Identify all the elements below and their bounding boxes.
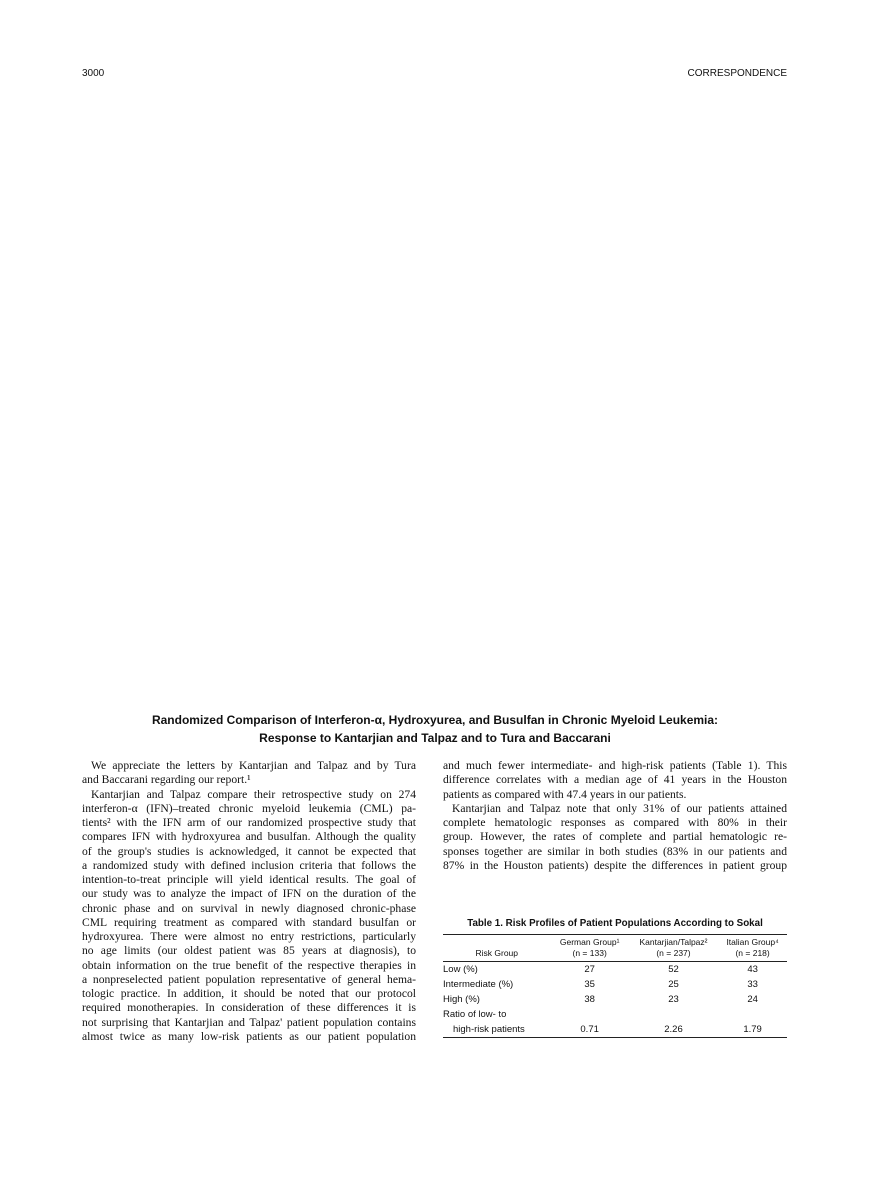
title-line-2: Response to Kantarjian and Talpaz and to Tura and Baccarani <box>259 731 611 745</box>
table-1 <box>443 918 787 1038</box>
left-column <box>82 759 416 1044</box>
cell-value: 23 <box>668 993 679 1005</box>
cell-value: 35 <box>584 978 595 990</box>
text-line: chronic phase and on survival in newly diagnosed chronic-phase <box>82 901 416 915</box>
text-line: group. However, the rates of complete and partial hematologic re- <box>443 830 787 844</box>
header-n: (n = 133) <box>572 948 607 958</box>
text-line: required monotherapies. In consideration of these differences it is <box>82 1001 416 1015</box>
cell-value: 27 <box>584 963 595 975</box>
text-line: our study was to analyze the impact of IFN on the duration of the <box>82 887 416 901</box>
row-label: Intermediate (%) <box>443 978 514 990</box>
text-line: hydroxyurea. There were almost no entry restrictions, particularly <box>82 930 416 943</box>
text-line: intention-to-treat principle will yield identical results. The goal of <box>82 873 416 886</box>
column-header <box>629 935 718 962</box>
risk-table <box>443 934 787 1038</box>
text-line: patients as compared with 47.4 years in our patients. <box>443 787 687 801</box>
column-header <box>551 935 629 962</box>
cell-value <box>629 1007 718 1022</box>
cell-value: 1.79 <box>743 1023 762 1035</box>
header-name: Kantarjian/Talpaz² <box>639 937 708 947</box>
cell-value: 33 <box>747 978 758 990</box>
text-line: no age limits (our oldest patient was 85 years at diagnosis), to <box>82 944 416 958</box>
text-line: of the group's studies is acknowledged, it cannot be expected that <box>82 844 416 858</box>
cell-value: 43 <box>747 963 758 975</box>
text-line: tients² with the IFN arm of our randomized prospective study that <box>82 816 416 829</box>
table-row <box>443 962 787 978</box>
text-line: obtain information on the true benefit of the respective therapies in <box>82 958 416 972</box>
table-row <box>443 1007 787 1022</box>
cell-value: 38 <box>584 993 595 1005</box>
cell-value: 25 <box>668 978 679 990</box>
cell-value: 2.26 <box>664 1023 683 1035</box>
text-line: Kantarjian and Talpaz compare their retrospective study on 274 <box>91 787 416 801</box>
text-line: complete hematologic responses as compared with 80% in their <box>443 816 787 829</box>
text-line: We appreciate the letters by Kantarjian and Talpaz and by Tura <box>91 759 416 772</box>
table-title: Table 1. Risk Profiles of Patient Populations According to Sokal <box>467 918 763 929</box>
cell-value: 52 <box>668 963 679 975</box>
text-line: a randomized study with defined inclusion criteria that follows the <box>82 858 416 872</box>
header-name: German Group¹ <box>559 937 620 947</box>
header-n: (n = 218) <box>735 948 770 958</box>
text-line: CML requiring treatment as compared with standard busulfan or <box>82 915 416 929</box>
cell-value: 0.71 <box>580 1023 599 1035</box>
text-line: 87% in the Houston patients) despite the differences in patient group <box>443 858 787 872</box>
table-row <box>443 1022 787 1038</box>
cell-value <box>718 1007 787 1022</box>
text-line: Kantarjian and Talpaz note that only 31% of our patients attained <box>452 801 787 815</box>
column-header <box>718 935 787 962</box>
text-line: almost twice as many low-risk patients as our patient population <box>82 1029 416 1043</box>
text-line: a nonpreselected patient population representative of general hema- <box>82 972 416 986</box>
text-line: difference correlates with a median age of 41 years in the Houston <box>443 773 787 787</box>
text-line: sponses together are similar in both studies (83% in our patients and <box>443 844 787 858</box>
text-line: interferon-α (IFN)–treated chronic myeloid leukemia (CML) pa- <box>82 801 416 815</box>
header-name: Risk Group <box>475 948 519 958</box>
table-row <box>443 977 787 992</box>
cell-value: 24 <box>747 993 758 1005</box>
row-label: high-risk patients <box>453 1023 525 1035</box>
row-label: High (%) <box>443 993 480 1005</box>
text-line: not surprising that Kantarjian and Talpaz' patient population contains <box>82 1015 416 1029</box>
header-n: (n = 237) <box>656 948 691 958</box>
header-name: Italian Group⁴ <box>726 937 779 947</box>
text-line: and much fewer intermediate- and high-risk patients (Table 1). This <box>443 759 787 772</box>
text-line: compares IFN with hydroxyurea and busulfan. Although the quality <box>82 830 416 844</box>
running-header: CORRESPONDENCE <box>687 68 787 79</box>
text-line: tologic practice. In addition, it should be noted that our protocol <box>82 987 416 1000</box>
row-label: Ratio of low- to <box>443 1008 507 1020</box>
title-line-1: Randomized Comparison of Interferon-α, Hydroxyurea, and Busulfan in Chronic Myeloid Leukemia: <box>151 713 719 727</box>
text-line: and Baccarani regarding our report.¹ <box>82 773 251 787</box>
column-header <box>443 935 551 962</box>
article-title <box>60 711 810 747</box>
right-column <box>443 759 787 873</box>
cell-value <box>551 1007 629 1022</box>
row-label: Low (%) <box>443 963 478 975</box>
page-number: 3000 <box>82 68 105 79</box>
table-row <box>443 992 787 1007</box>
